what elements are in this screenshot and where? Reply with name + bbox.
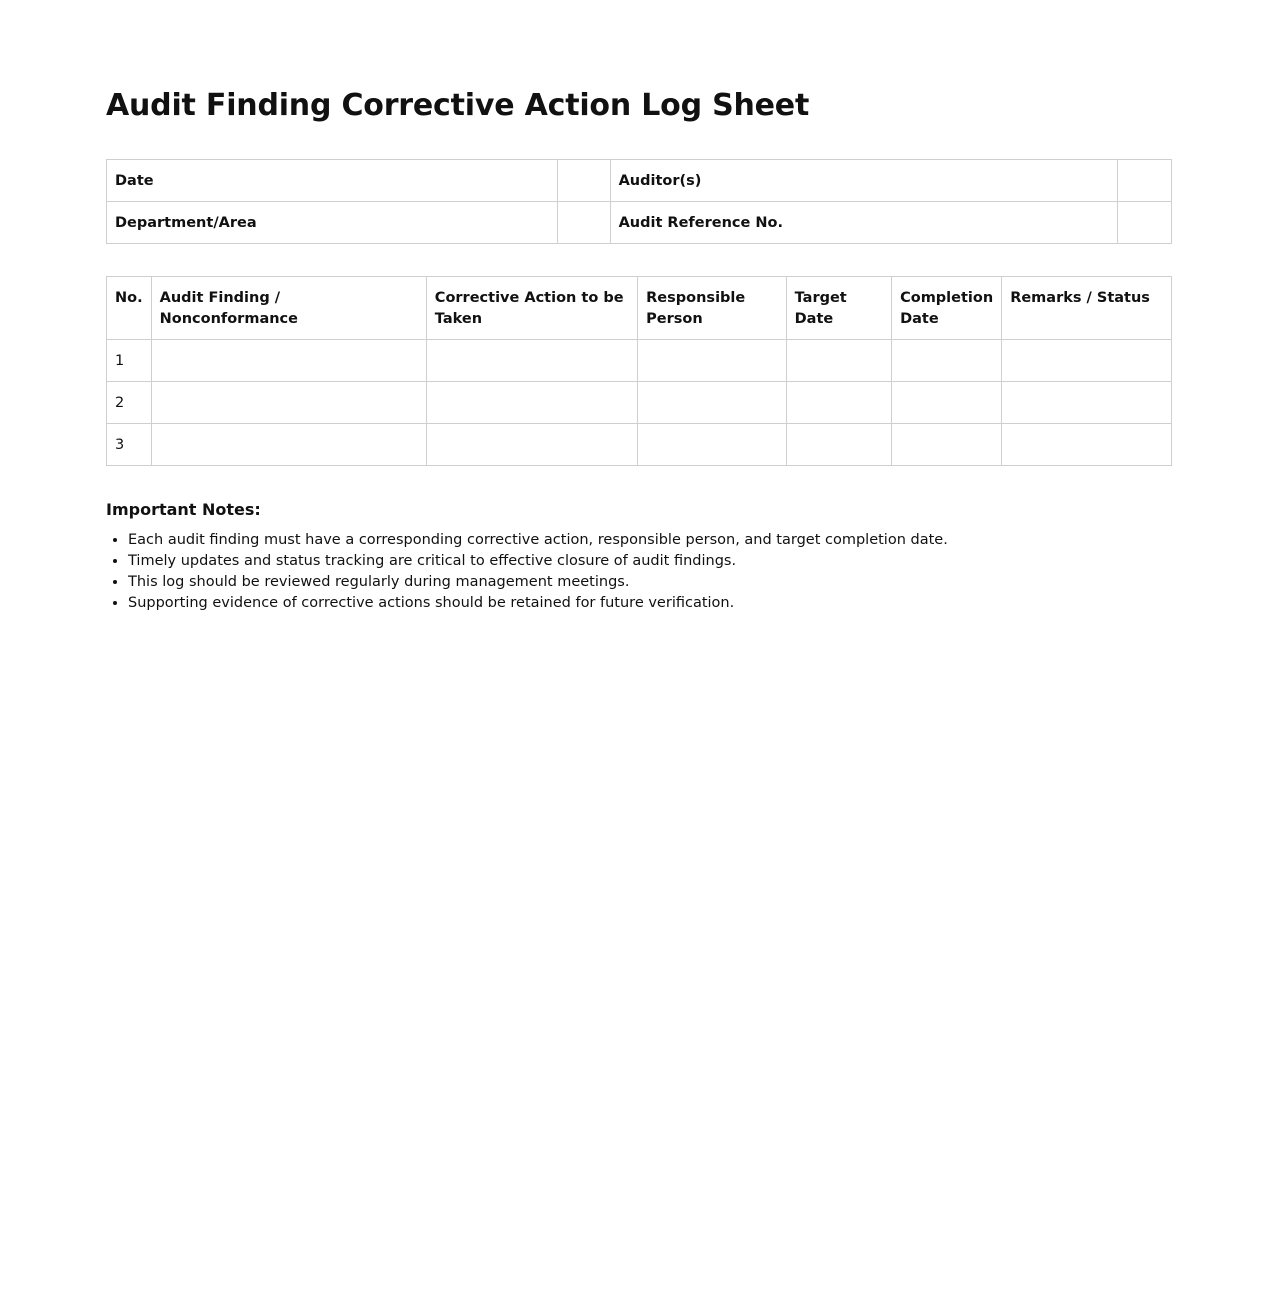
audit-finding-cell[interactable] [151, 382, 426, 424]
column-header-target-date: Target Date [786, 277, 891, 340]
important-notes-section [106, 500, 1172, 614]
audit-finding-cell[interactable] [151, 340, 426, 382]
list-item: • Timely updates and status tracking are critical to effective closure of audit findings. [128, 551, 1172, 572]
column-header-remarks-status: Remarks / Status [1002, 277, 1172, 340]
corrective-action-cell[interactable] [426, 340, 637, 382]
table-row [107, 340, 1172, 382]
remarks-status-cell[interactable] [1002, 424, 1172, 466]
completion-date-cell[interactable] [892, 340, 1002, 382]
responsible-person-cell[interactable] [638, 424, 787, 466]
target-date-cell[interactable] [786, 424, 891, 466]
row-number-cell: 3 [107, 424, 152, 466]
list-item: • Each audit finding must have a corresponding corrective action, responsible person, and target completion date. [128, 530, 1172, 551]
completion-date-cell[interactable] [892, 382, 1002, 424]
info-row-date [107, 160, 1172, 202]
column-header-responsible-person: Responsible Person [638, 277, 787, 340]
audit-reference-label: Audit Reference No. [610, 202, 1117, 244]
department-value-cell[interactable] [557, 202, 610, 244]
row-number-cell: 2 [107, 382, 152, 424]
auditors-label: Auditor(s) [610, 160, 1117, 202]
date-label: Date [107, 160, 558, 202]
important-notes-heading: Important Notes: [106, 500, 261, 519]
audit-finding-cell[interactable] [151, 424, 426, 466]
audit-reference-value-cell[interactable] [1118, 202, 1172, 244]
list-item: • This log should be reviewed regularly during management meetings. [128, 572, 1172, 593]
department-label: Department/Area [107, 202, 558, 244]
table-row [107, 424, 1172, 466]
column-header-audit-finding: Audit Finding / Nonconformance [151, 277, 426, 340]
remarks-status-cell[interactable] [1002, 340, 1172, 382]
audit-info-table [106, 159, 1172, 244]
corrective-action-log-table [106, 276, 1172, 466]
corrective-action-cell[interactable] [426, 382, 637, 424]
responsible-person-cell[interactable] [638, 382, 787, 424]
column-header-completion-date: Completion Date [892, 277, 1002, 340]
column-header-no: No. [107, 277, 152, 340]
log-header-row [107, 277, 1172, 340]
row-number-cell: 1 [107, 340, 152, 382]
page-title: Audit Finding Corrective Action Log Sheet [106, 88, 810, 123]
completion-date-cell[interactable] [892, 424, 1002, 466]
date-value-cell[interactable] [557, 160, 610, 202]
remarks-status-cell[interactable] [1002, 382, 1172, 424]
auditors-value-cell[interactable] [1118, 160, 1172, 202]
important-notes-list [106, 530, 1172, 614]
target-date-cell[interactable] [786, 340, 891, 382]
column-header-corrective-action: Corrective Action to be Taken [426, 277, 637, 340]
responsible-person-cell[interactable] [638, 340, 787, 382]
corrective-action-cell[interactable] [426, 424, 637, 466]
table-row [107, 382, 1172, 424]
info-row-department [107, 202, 1172, 244]
list-item: • Supporting evidence of corrective actions should be retained for future verification. [128, 593, 1172, 614]
target-date-cell[interactable] [786, 382, 891, 424]
